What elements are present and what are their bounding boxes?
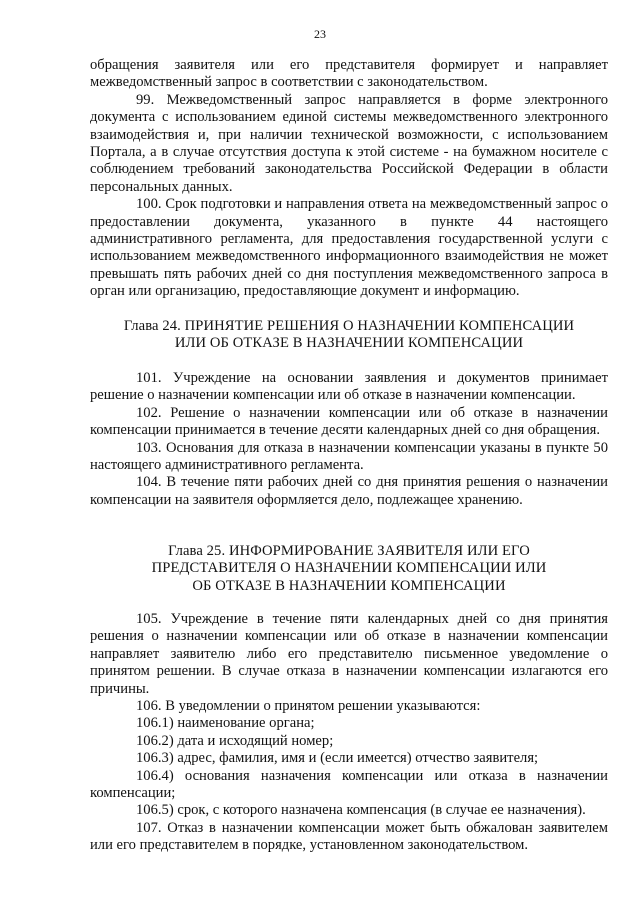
- page-number: 23: [314, 27, 326, 41]
- chapter-24-title-line-2: ИЛИ ОБ ОТКАЗЕ В НАЗНАЧЕНИИ КОМПЕНСАЦИИ: [174, 335, 524, 352]
- chapter-25-title-line-3: ОБ ОТКАЗЕ В НАЗНАЧЕНИИ КОМПЕНСАЦИИ: [192, 577, 506, 594]
- chapter-25-heading: [90, 543, 608, 595]
- chapter-24-title-line-1: Глава 24. ПРИНЯТИЕ РЕШЕНИЯ О НАЗНАЧЕНИИ КОМПЕНСАЦИИ: [123, 318, 575, 334]
- chapter-25-title-line-2: ПРЕДСТАВИТЕЛЯ О НАЗНАЧЕНИИ КОМПЕНСАЦИИ ИЛИ: [151, 560, 547, 577]
- paragraph-106: 106. В уведомлении о принятом решении указываются:: [136, 698, 481, 715]
- paragraph-106-2: 106.2) дата и исходящий номер;: [136, 732, 334, 749]
- section-chapter-24: [90, 370, 608, 509]
- paragraph-106-5: 106.5) срок, с которого назначена компенсация (в случае ее назначения).: [136, 802, 586, 819]
- paragraph-101: 101. Учреждение на основании заявления и документов принимает решение о назначении компенсации или об отказе в назначении компенсации.: [90, 370, 608, 404]
- chapter-24-heading: [90, 318, 608, 353]
- paragraph-106-3: 106.3) адрес, фамилия, имя и (если имеется) отчество заявителя;: [136, 750, 539, 767]
- paragraph-106-1: 106.1) наименование органа;: [136, 715, 315, 732]
- chapter-25-title-line-1: Глава 25. ИНФОРМИРОВАНИЕ ЗАЯВИТЕЛЯ ИЛИ ЕГО: [168, 543, 530, 559]
- paragraph-103: 103. Основания для отказа в назначении компенсации указаны в пункте 50 настоящего административного регламента.: [90, 439, 608, 474]
- paragraph-104: 104. В течение пяти рабочих дней со дня принятия решения о назначении компенсации на заявителя оформляется дело, подлежащее хранению.: [90, 474, 608, 508]
- paragraph-100: 100. Срок подготовки и направления ответа на межведомственный запрос о предоставлении документа, указанного в пункте 44 настоящего административного регламента, для предоставления государственной услуги с использованием межведомственного информационного взаимодействия не может превышать пять рабочих дней со дня поступления межведомственного запроса в орган или организацию, предоставляющие документ и информацию.: [90, 196, 608, 300]
- paragraph-106-4: 106.4) основания назначения компенсации или отказа в назначении компенсации;: [90, 767, 608, 802]
- paragraph-102: 102. Решение о назначении компенсации или об отказе в назначении компенсации принимается в течение десяти календарных дней со дня обращения.: [90, 404, 608, 439]
- paragraph-107: 107. Отказ в назначении компенсации может быть обжалован заявителем или его представителем в порядке, установленном законодательством.: [90, 819, 608, 854]
- paragraph-105: 105. Учреждение в течение пяти календарных дней со дня принятия решения о назначении компенсации или об отказе в назначении компенсации направляет заявителю либо его представителю письменное уведомление о принятом решении. В случае отказа в назначении компенсации излагаются его причины.: [90, 611, 608, 697]
- section-chapter-25: [90, 611, 608, 855]
- paragraph-continuation: обращения заявителя или его представителя формирует и направляет межведомственный запрос в соответствии с законодательством.: [90, 57, 608, 91]
- paragraph-99: 99. Межведомственный запрос направляется в форме электронного документа с использованием единой системы межведомственного электронного взаимодействия и, при наличии технической возможности, с использованием Портала, а в случае отсутствия доступа к этой системе - на бумажном носителе с соблюдением требований законодательства Российской Федерации в области персональных данных.: [90, 91, 608, 195]
- section-top: [90, 57, 608, 301]
